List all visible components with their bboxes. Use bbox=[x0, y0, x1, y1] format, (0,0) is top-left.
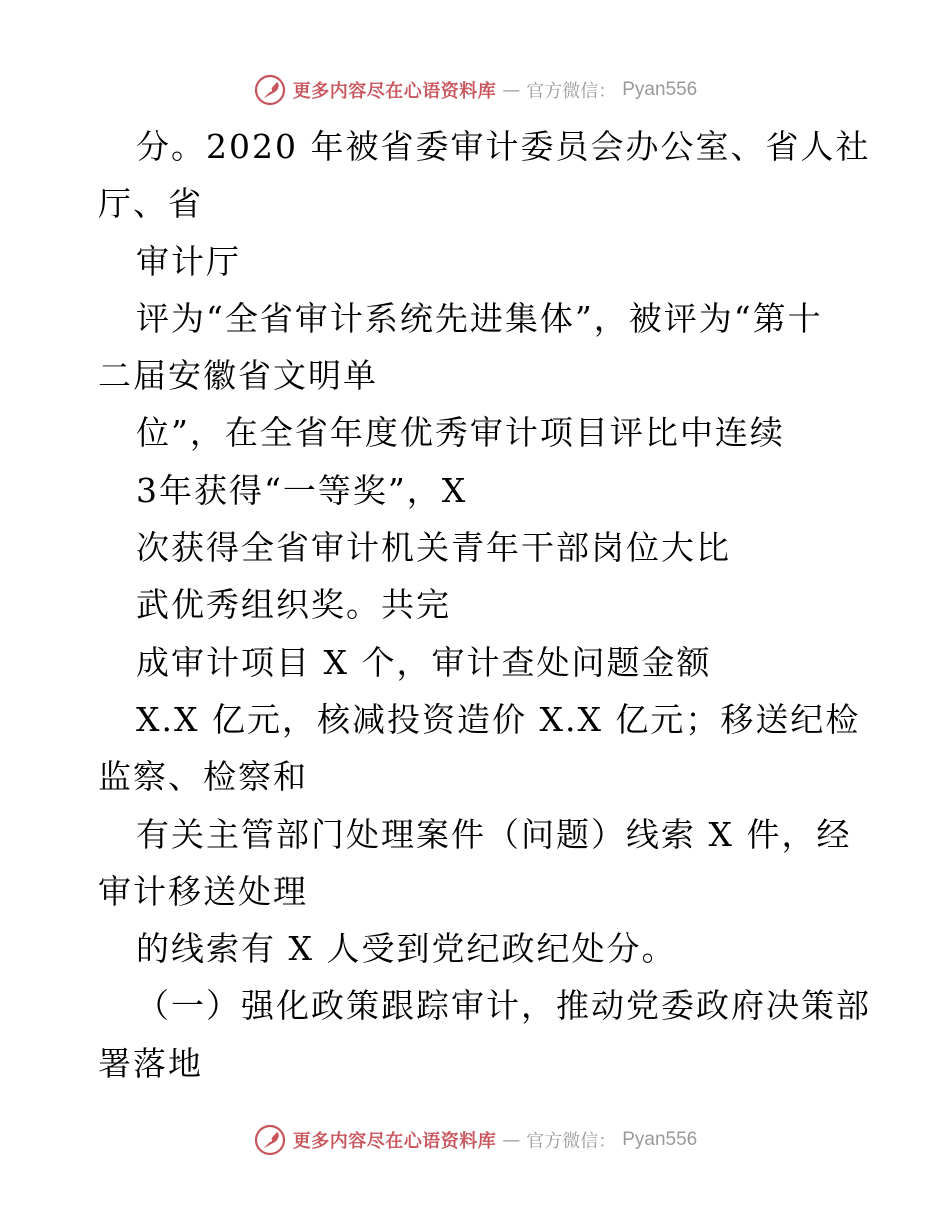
banner-dash: — bbox=[502, 1129, 521, 1151]
text-line: 评为“全省审计系统先进集体”，被评为“第十 bbox=[136, 298, 823, 338]
banner-wechat-label: 官方微信： bbox=[526, 81, 617, 102]
header-banner bbox=[0, 70, 950, 110]
text-line: 审计移送处理 bbox=[98, 871, 308, 911]
text-line: 的线索有 X 人受到党纪政纪处分。 bbox=[136, 929, 677, 969]
banner-brand-text: 更多内容尽在心语资料库 bbox=[292, 1131, 497, 1152]
banner-wechat-label: 官方微信： bbox=[526, 1131, 617, 1152]
feather-pen-logo-icon bbox=[253, 1123, 287, 1157]
text-line: 位”，在全省年度优秀审计项目评比中连续 bbox=[136, 413, 785, 453]
banner-wechat-id: Pyan556 bbox=[622, 79, 698, 100]
document-body bbox=[98, 118, 871, 1092]
text-line: 有关主管部门处理案件（问题）线索 X 件，经 bbox=[136, 814, 852, 854]
section-heading-continued: 署落地 bbox=[98, 1043, 203, 1083]
text-line: 审计厅 bbox=[136, 241, 241, 281]
section-heading: （一）强化政策跟踪审计，推动党委政府决策部 bbox=[136, 986, 871, 1026]
text-line: 武优秀组织奖。共完 bbox=[136, 585, 451, 625]
text-line: 次获得全省审计机关青年干部岗位大比 bbox=[136, 528, 731, 568]
feather-pen-logo-icon bbox=[253, 73, 287, 107]
text-line: 监察、检察和 bbox=[98, 757, 308, 797]
footer-banner bbox=[0, 1120, 950, 1160]
banner-brand-text: 更多内容尽在心语资料库 bbox=[292, 81, 497, 102]
banner-dash: — bbox=[502, 79, 521, 101]
banner-wechat-id: Pyan556 bbox=[622, 1129, 698, 1150]
text-line: X.X 亿元，核减投资造价 X.X 亿元；移送纪检 bbox=[136, 699, 861, 739]
text-line: 3年获得“一等奖”，X bbox=[136, 470, 468, 510]
text-line: 分。2020 年被省委审计委员会办公室、省人社 bbox=[136, 127, 871, 166]
text-line: 厅、省 bbox=[98, 184, 203, 224]
text-line: 成审计项目 X 个，审计查处问题金额 bbox=[136, 642, 712, 682]
text-line: 二届安徽省文明单 bbox=[98, 356, 378, 396]
